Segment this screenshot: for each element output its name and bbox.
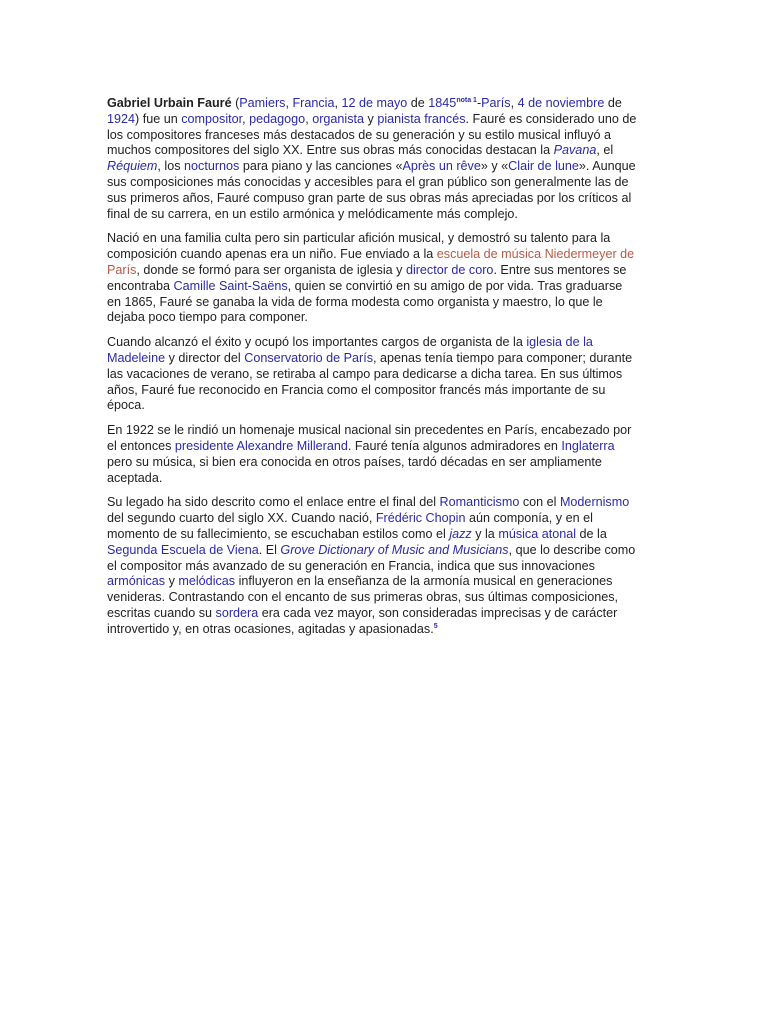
wiki-link[interactable]: 1924 (107, 111, 136, 126)
text-run: de (604, 96, 622, 110)
wiki-link[interactable]: compositor (181, 111, 243, 126)
text-run: , quien se convirtió en su amigo de por vida. Tras graduarse en 1865, Fauré se ganaba la vida de forma modesta como organista y maestro, lo que le dejaba poco tiempo para componer. (107, 278, 623, 325)
wiki-link[interactable]: Francia (292, 96, 335, 110)
wiki-link[interactable]: organista (312, 111, 365, 126)
article-paragraph (107, 423, 637, 486)
text-run: era cada vez mayor, son consideradas imprecisas y de carácter introvertido y, en otras ocasiones, agitadas y apasionadas. (107, 605, 618, 636)
text-run: y la (471, 526, 499, 541)
text-run: . Entre sus mentores se encontraba (107, 262, 627, 293)
text-run: , el (596, 143, 614, 158)
wiki-link[interactable]: 1845 (428, 96, 457, 110)
text-run: , (305, 111, 313, 126)
wiki-link[interactable]: Pavana (553, 143, 597, 158)
wiki-link[interactable]: pedagogo (249, 111, 306, 126)
wiki-link[interactable]: pianista (377, 111, 421, 126)
text-run: Nació en una familia culta pero sin particular afición musical, y demostró su talento para la composición cuando apenas era un niño. Fue enviado a la (107, 231, 611, 262)
wiki-link[interactable]: 4 de noviembre (517, 96, 605, 110)
wiki-link[interactable]: Après un rêve (402, 159, 481, 174)
wiki-link[interactable]: Grove Dictionary of Music and Musicians (280, 542, 509, 557)
wiki-link[interactable]: Romanticismo (439, 495, 520, 510)
wiki-link[interactable]: Pamiers (239, 96, 286, 110)
text-run: aún componía, y en el momento de su fallecimiento, se escuchaban estilos como el (107, 511, 593, 541)
wiki-link[interactable]: sordera (215, 605, 259, 620)
text-run: para piano y las canciones « (239, 159, 403, 174)
text-run: . Fauré tenía algunos admiradores en (347, 438, 562, 453)
text-run: pero su música, si bien era conocida en otros países, tardó décadas en ser ampliamente aceptada. (107, 454, 602, 485)
article-subject: Gabriel Urbain Fauré (107, 96, 232, 110)
text-run: y (364, 111, 378, 126)
wiki-link[interactable]: Conservatorio de París (244, 350, 374, 365)
text-run: y director del (165, 350, 245, 365)
text-run: . El (258, 542, 281, 557)
reference-link[interactable]: nota 1 (456, 96, 477, 104)
text-run: del segundo cuarto del siglo XX. Cuando nació, (107, 511, 376, 526)
superscript (456, 97, 477, 104)
wiki-link[interactable]: presidente (174, 438, 234, 453)
text-run: , apenas tenía tiempo para componer; durante las vacaciones de verano, se retiraba al campo para dedicarse a dicha tarea. En sus últimos años, Fauré fue reconocido en Francia como el compositor francés más importante de su época. (107, 350, 633, 413)
italic-wrapper (449, 527, 471, 541)
article-paragraph (107, 231, 637, 326)
text-run: ) fue un (135, 111, 182, 126)
wiki-link[interactable]: Alexandre Millerand (236, 438, 348, 453)
text-run: , donde se formó para ser organista de iglesia y (136, 262, 406, 277)
text-run: , (510, 96, 518, 110)
wiki-link[interactable]: melódicas (178, 574, 236, 589)
wiki-link[interactable]: 12 de mayo (341, 96, 408, 110)
wiki-link[interactable]: música atonal (498, 526, 577, 541)
text-run: , (334, 96, 342, 110)
wiki-link[interactable]: jazz (449, 526, 472, 541)
article-paragraph (107, 96, 637, 222)
wiki-link[interactable]: Clair de lune (508, 159, 579, 174)
wiki-link[interactable]: escuela de música Niedermeyer de París (107, 247, 635, 277)
wiki-link[interactable]: Segunda Escuela de Viena (107, 542, 259, 557)
reference-link[interactable]: 5 (433, 622, 438, 630)
text-run: - (476, 96, 482, 110)
text-run: ». Aunque sus composiciones más conocidas y accesibles para el gran público son generalmente las de sus primeros años, Fauré compuso gran parte de sus obras más apreciadas por los críticos al final de su carrera, en un estilo armónica y melódicamente más complejo. (107, 159, 636, 221)
article-paragraph (107, 495, 637, 637)
italic-wrapper (280, 543, 508, 557)
text-run: Su legado ha sido descrito como el enlace entre el final del (107, 495, 440, 510)
wiki-link[interactable]: Inglaterra (561, 438, 615, 453)
text-run: Cuando alcanzó el éxito y ocupó los importantes cargos de organista de la (107, 335, 527, 350)
wiki-link[interactable]: nocturnos (184, 159, 240, 174)
wiki-link[interactable]: Réquiem (107, 159, 158, 174)
text-run: con el (519, 495, 560, 510)
wiki-link[interactable]: Camille Saint-Saëns (173, 278, 288, 293)
text-run: influyeron en la enseñanza de la armonía musical en generaciones venideras. Contrastando con el encanto de sus primeras obras, sus últimas composiciones, escritas cuando su (107, 574, 619, 620)
wiki-link[interactable]: director de coro (405, 262, 494, 277)
italic-wrapper (107, 159, 157, 173)
article-body (107, 96, 637, 647)
wiki-link[interactable]: iglesia de la Madeleine (107, 335, 593, 365)
text-run: de (407, 96, 429, 110)
text-run: y (165, 574, 179, 589)
text-run: ( (231, 96, 240, 110)
article-paragraph (107, 335, 637, 414)
wiki-link[interactable]: armónicas (107, 574, 166, 589)
text-run: , que lo describe como el compositor más avanzado de su generación en Francia, indica que sus innovaciones (107, 542, 636, 573)
text-run: . Fauré es considerado uno de los compositores franceses más destacados de su generación y su estilo musical influyó a muchos compositores del siglo XX. Entre sus obras más conocidas destacan la (107, 111, 637, 158)
wiki-link[interactable]: francés (424, 111, 466, 126)
text-run: , (242, 111, 250, 126)
text-run: , (285, 96, 293, 110)
text-run: » y « (480, 159, 509, 174)
text-run: de la (576, 526, 607, 541)
wiki-link[interactable]: Modernismo (559, 495, 630, 510)
superscript (434, 623, 438, 630)
wiki-link[interactable]: Frédéric Chopin (375, 511, 466, 526)
text-run: , los (157, 159, 185, 174)
wiki-link[interactable]: París (481, 96, 511, 110)
text-run: En 1922 se le rindió un homenaje musical nacional sin precedentes en París, encabezado por el entonces (107, 423, 632, 453)
italic-wrapper (554, 143, 597, 157)
